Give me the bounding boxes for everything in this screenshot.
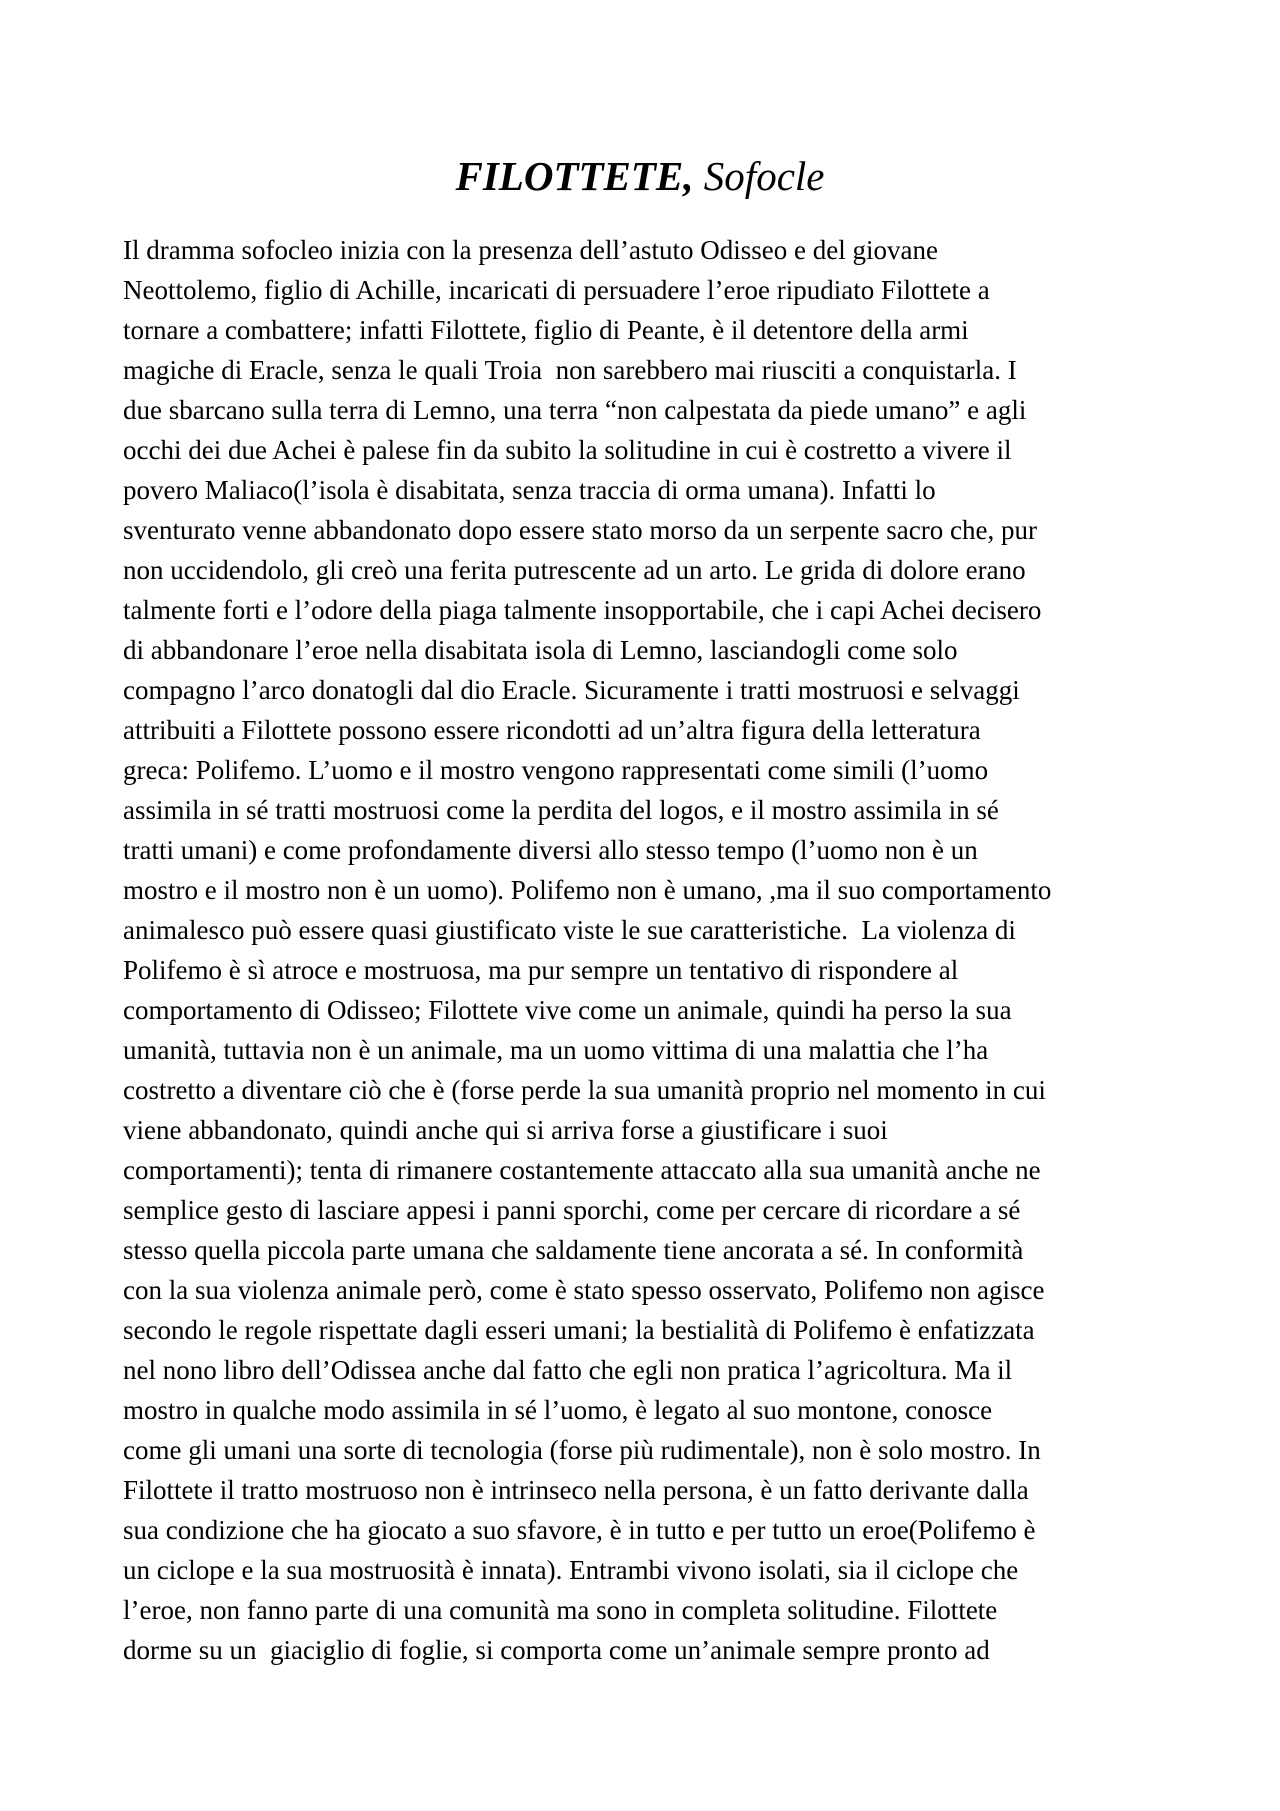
text-line: l’eroe, non fanno parte di una comunità ma sono in completa solitudine. Filottete — [123, 1595, 998, 1625]
text-line: Polifemo è sì atroce e mostruosa, ma pur sempre un tentativo di rispondere al — [123, 955, 959, 985]
page-title — [0, 150, 1280, 202]
text-line: animalesco può essere quasi giustificato viste le sue caratteristiche. La violenza di — [123, 915, 1016, 945]
text-line: comportamenti); tenta di rimanere costantemente attaccato alla sua umanità anche ne — [123, 1155, 1041, 1185]
text-line: greca: Polifemo. L’uomo e il mostro vengono rappresentati come simili (l’uomo — [123, 755, 989, 785]
text-line: secondo le regole rispettate dagli esseri umani; la bestialità di Polifemo è enfatizzata — [123, 1315, 1035, 1345]
text-line: occhi dei due Achei è palese fin da subito la solitudine in cui è costretto a vivere il — [123, 435, 1012, 465]
text-line: compagno l’arco donatogli dal dio Eracle. Sicuramente i tratti mostruosi e selvaggi — [123, 675, 1020, 705]
text-line: mostro e il mostro non è un uomo). Polifemo non è umano, ,ma il suo comportamento — [123, 875, 1052, 905]
text-line: mostro in qualche modo assimila in sé l’uomo, è legato al suo montone, conosce — [123, 1395, 993, 1425]
text-line: Filottete il tratto mostruoso non è intrinseco nella persona, è un fatto derivante dalla — [123, 1475, 1029, 1505]
text-line: come gli umani una sorte di tecnologia (forse più rudimentale), non è solo mostro. In — [123, 1435, 1041, 1465]
text-line: umanità, tuttavia non è un animale, ma un uomo vittima di una malattia che l’ha — [123, 1035, 989, 1065]
title-main: FILOTTETE, — [455, 153, 694, 199]
text-line: dorme su un giaciglio di foglie, si comporta come un’animale sempre pronto ad — [123, 1635, 990, 1665]
text-line: comportamento di Odisseo; Filottete vive come un animale, quindi ha perso la sua — [123, 995, 1012, 1025]
text-line: di abbandonare l’eroe nella disabitata isola di Lemno, lasciandogli come solo — [123, 635, 958, 665]
text-line: non uccidendolo, gli creò una ferita putrescente ad un arto. Le grida di dolore erano — [123, 555, 1026, 585]
text-line: povero Maliaco(l’isola è disabitata, senza traccia di orma umana). Infatti lo — [123, 475, 936, 505]
text-line: tratti umani) e come profondamente diversi allo stesso tempo (l’uomo non è un — [123, 835, 978, 865]
text-line: attribuiti a Filottete possono essere ricondotti ad un’altra figura della letteratura — [123, 715, 981, 745]
title-author: Sofocle — [703, 153, 825, 199]
text-line: talmente forti e l’odore della piaga talmente insopportabile, che i capi Achei decisero — [123, 595, 1042, 625]
body-paragraph — [123, 230, 1163, 1670]
text-line: Il dramma sofocleo inizia con la presenza dell’astuto Odisseo e del giovane — [123, 235, 938, 265]
text-line: stesso quella piccola parte umana che saldamente tiene ancorata a sé. In conformità — [123, 1235, 1024, 1265]
text-line: due sbarcano sulla terra di Lemno, una terra “non calpestata da piede umano” e agli — [123, 395, 1027, 425]
text-line: sventurato venne abbandonato dopo essere stato morso da un serpente sacro che, pur — [123, 515, 1037, 545]
text-line: tornare a combattere; infatti Filottete, figlio di Peante, è il detentore della armi — [123, 315, 969, 345]
text-line: semplice gesto di lasciare appesi i panni sporchi, come per cercare di ricordare a sé — [123, 1195, 1021, 1225]
text-line: magiche di Eracle, senza le quali Troia non sarebbero mai riusciti a conquistarla. I — [123, 355, 1017, 385]
text-line: viene abbandonato, quindi anche qui si arriva forse a giustificare i suoi — [123, 1115, 888, 1145]
text-line: assimila in sé tratti mostruosi come la perdita del logos, e il mostro assimila in sé — [123, 795, 999, 825]
text-line: sua condizione che ha giocato a suo sfavore, è in tutto e per tutto un eroe(Polifemo è — [123, 1515, 1036, 1545]
text-line: nel nono libro dell’Odissea anche dal fatto che egli non pratica l’agricoltura. Ma il — [123, 1355, 1013, 1385]
text-line: costretto a diventare ciò che è (forse perde la sua umanità proprio nel momento in cui — [123, 1075, 1046, 1105]
text-line: un ciclope e la sua mostruosità è innata). Entrambi vivono isolati, sia il ciclope che — [123, 1555, 1019, 1585]
text-line: Neottolemo, figlio di Achille, incaricati di persuadere l’eroe ripudiato Filottete a — [123, 275, 990, 305]
text-line: con la sua violenza animale però, come è stato spesso osservato, Polifemo non agisce — [123, 1275, 1045, 1305]
